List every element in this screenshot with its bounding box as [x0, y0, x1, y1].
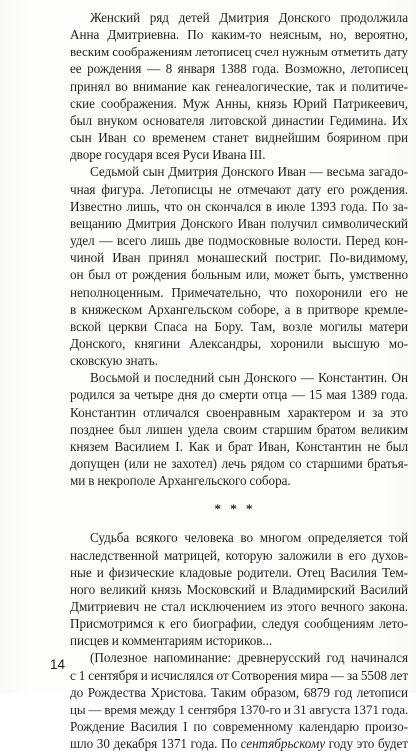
text-line: Судьба всякого человека во многом определяется той — [90, 530, 408, 546]
text-line: Константин отличался своенравным характером и за это — [70, 404, 408, 420]
text-line: ские соображения. Муж Анны, князь Юрий Патрикеевич, — [70, 95, 408, 111]
text-line: чиной Иван принял монашеский постриг. По-видимому, — [70, 250, 408, 266]
text-line: ного великий князь Московский и Владимирский Василий — [70, 581, 408, 597]
text-run: году это будет — [325, 736, 408, 752]
page-number: 14 — [50, 657, 66, 672]
text-line: он был от рождения больным или, может быть, умственно — [70, 267, 408, 283]
text-line: родился за четыре дня до смерти отца — 15 мая 1389 года. — [70, 387, 408, 403]
text-line: до Рождества Христова. Таким образом, 6879 год летописи — [70, 684, 408, 700]
text-line: Присмотримся к его биографии, следуя сообщениям лето- — [70, 616, 408, 632]
text-line: Восьмой и последний сын Донского — Константин. Он — [90, 370, 408, 386]
paragraph-konstantin — [50, 369, 408, 489]
text-line: наследственной матрицей, которую заложили в его духов- — [70, 547, 408, 563]
text-line: ми в некрополе Архангельского собора. — [70, 473, 291, 489]
text-line: сын Иван со временем станет виднейшим боярином при — [70, 130, 408, 146]
text-line: цы — время между 1 сентября 1370-го и 31 августа 1371 года. — [70, 701, 409, 717]
text-line: писцев и комментариям историков... — [70, 633, 273, 649]
text-line: князем Василием I. Как и брат Иван, Константин не был — [70, 438, 408, 454]
paragraph-ivan — [50, 163, 408, 369]
italic-word: сентябрьскому — [240, 736, 326, 752]
text-line: Седьмой сын Дмитрия Донского Иван — весьма загадо- — [90, 164, 408, 180]
text-line-mixed — [50, 735, 408, 752]
text-line: Известно лишь, что он скончался в июле 1393 года. По за- — [70, 198, 408, 214]
text-column — [50, 9, 408, 752]
text-line: Донского, княгини Александры, хоронили высшую мо- — [70, 335, 408, 351]
text-line: чная фигура. Летописцы не отмечают дату его рождения. — [70, 181, 408, 197]
text-line: был внуком основателя литовской династии Гедимина. Их — [70, 112, 408, 128]
text-line: сковскую знать. — [70, 353, 158, 369]
text-line: Дмитриевич не стал исключением из этого вечного закона. — [70, 599, 408, 614]
text-line: позднее был лишен удела своим старшим братом великим — [70, 421, 408, 437]
text-line: ее рождения — 8 января 1388 года. Возможно, летописец — [70, 61, 408, 77]
text-line: вещанию Дмитрия Донского Иван получил символический — [70, 215, 408, 231]
text-line: дворе государя всея Руси Ивана III. — [70, 147, 266, 163]
text-line: удел — всего лишь две подмосковные волости. Перед кон- — [70, 233, 408, 249]
text-line: веским соображениям летописец счел нужным отметить дату — [70, 44, 408, 60]
text-line: вской церкви Спаса на Бору. Там, возле могилы матери — [70, 318, 408, 334]
paragraph-fate — [50, 529, 408, 649]
text-line: в княжеском Архангельском соборе, а в притворе кремле- — [70, 301, 408, 317]
paragraph-note — [50, 649, 408, 752]
text-line: Рождение Василия I по современному календарю произо- — [70, 719, 408, 735]
section-divider: * * * — [214, 501, 256, 517]
text-line: (Полезное напоминание: древнерусский год начинался — [90, 650, 408, 666]
text-line: допущен (или не захотел) лечь рядом со старшими братья- — [70, 456, 408, 472]
paragraph-anna — [50, 9, 408, 163]
text-line: неполноценным. Примечательно, что похоронили его не — [70, 284, 408, 300]
text-run: шло 30 декабря 1371 года. По — [70, 736, 241, 752]
text-line: с 1 сентября и исчислялся от Сотворения мира — за 5508 лет — [70, 667, 409, 683]
text-line: принял во внимание как генеалогические, так и политиче- — [70, 78, 408, 94]
text-line: Анна Дмитриевна. По каким-то неясным, но, вероятно, — [70, 27, 408, 43]
text-line: Женский ряд детей Дмитрия Донского продолжила — [90, 10, 408, 25]
text-line: ные и физические кладовые родители. Отец Василия Тем- — [70, 564, 408, 580]
